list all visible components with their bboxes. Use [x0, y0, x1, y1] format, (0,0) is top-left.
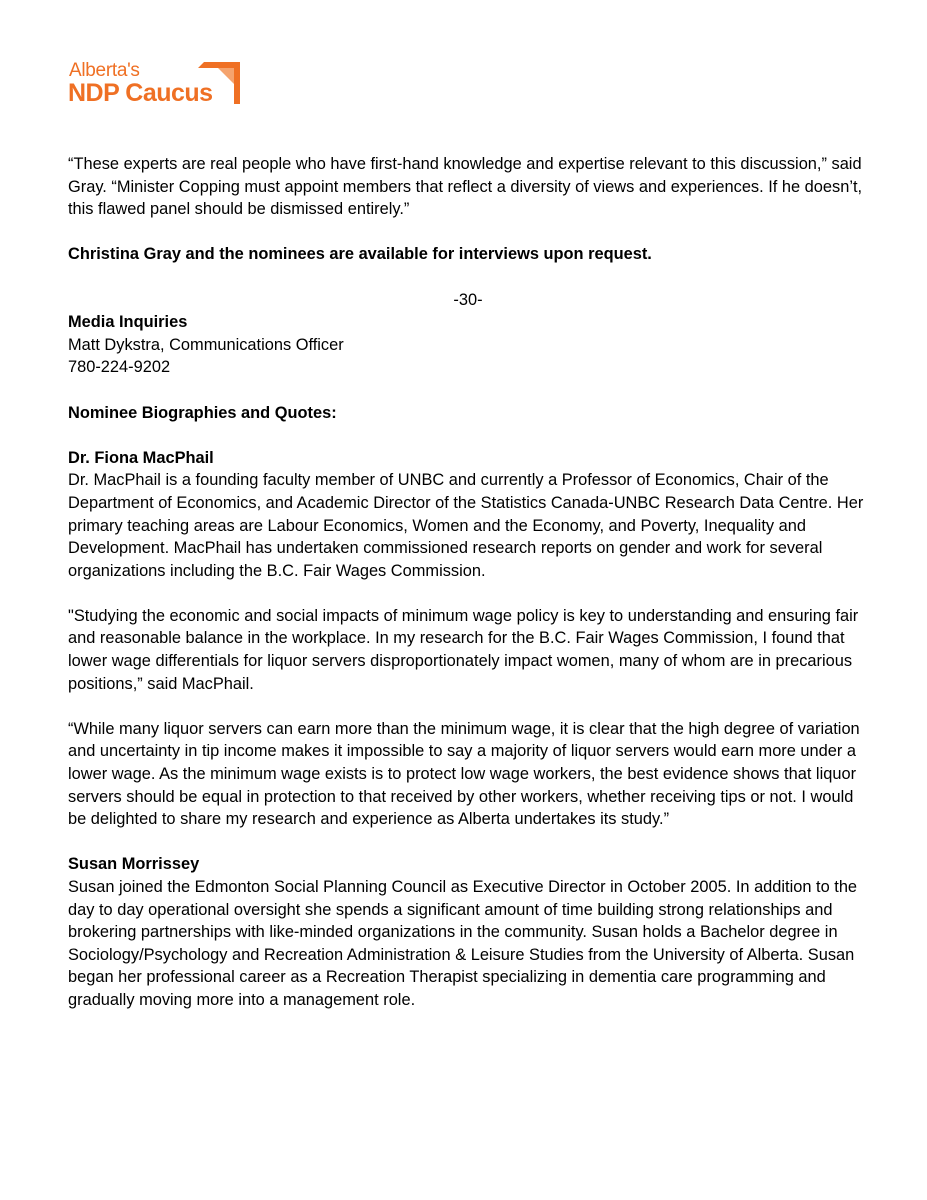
macphail-bio: Dr. MacPhail is a founding faculty member of UNBC and currently a Professor of Economics, Chair of the Department of Economics, and Academic Director of the Statistics Canada-UNBC Research Data Centre. Her primary teaching areas are Labour Economics, Women and the Economy, and Poverty, Inequality and Development. MacPhail has undertaken commissioned research reports on gender and work for several organizations including the B.C. Fair Wages Commission. — [68, 471, 864, 580]
caucus-logo — [68, 58, 248, 108]
logo-line-1: Alberta's — [69, 60, 140, 81]
gray-quote: “These experts are real people who have first-hand knowledge and expertise relevant to this discussion,” said Gray. “Minister Copping must appoint members that reflect a diversity of views and experiences. If he doesn’t, this flawed panel should be dismissed entirely.” — [68, 155, 863, 219]
morrissey-name: Susan Morrissey — [68, 855, 200, 874]
macphail-quote-1: "Studying the economic and social impacts of minimum wage policy is key to understanding and ensuring fair and reasonable balance in the workplace. In my research for the B.C. Fair Wages Commission, I found that lower wage differentials for liquor servers disproportionately impact women, many of whom are in precarious positions,” said MacPhail. — [68, 606, 859, 693]
end-mark: -30- — [453, 290, 483, 309]
bios-heading: Nominee Biographies and Quotes: — [68, 403, 337, 422]
macphail-quote-2: “While many liquor servers can earn more than the minimum wage, it is clear that the high degree of variation and uncertainty in tip income makes it impossible to say a majority of liquor servers would earn more under a lower wage. As the minimum wage exists is to protect low wage workers, the best evidence shows that liquor servers should be equal in protection to that received by other workers, whether receiving tips or not. I would be delighted to share my research and experience as Alberta undertakes its study.” — [68, 719, 860, 829]
media-contact: Matt Dykstra, Communications Officer — [68, 335, 344, 354]
media-phone: 780-224-9202 — [68, 358, 171, 377]
logo-line-2: NDP Caucus — [68, 79, 213, 107]
press-release-body — [68, 153, 868, 1034]
macphail-name: Dr. Fiona MacPhail — [68, 448, 214, 467]
morrissey-bio: Susan joined the Edmonton Social Planning Council as Executive Director in October 2005. In addition to the day to day operational oversight she spends a significant amount of time building strong relationships and brokering partnerships with like-minded organizations in the community. Susan holds a Bachelor degree in Sociology/Psychology and Recreation Administration & Leisure Studies from the University of Alberta. Susan began her professional career as a Recreation Therapist specializing in dementia care programming and gradually moving more into a management role. — [68, 878, 858, 1009]
logo-mark-icon — [196, 58, 244, 106]
availability-note: Christina Gray and the nominees are available for interviews upon request. — [68, 245, 652, 264]
media-heading: Media Inquiries — [68, 313, 188, 332]
